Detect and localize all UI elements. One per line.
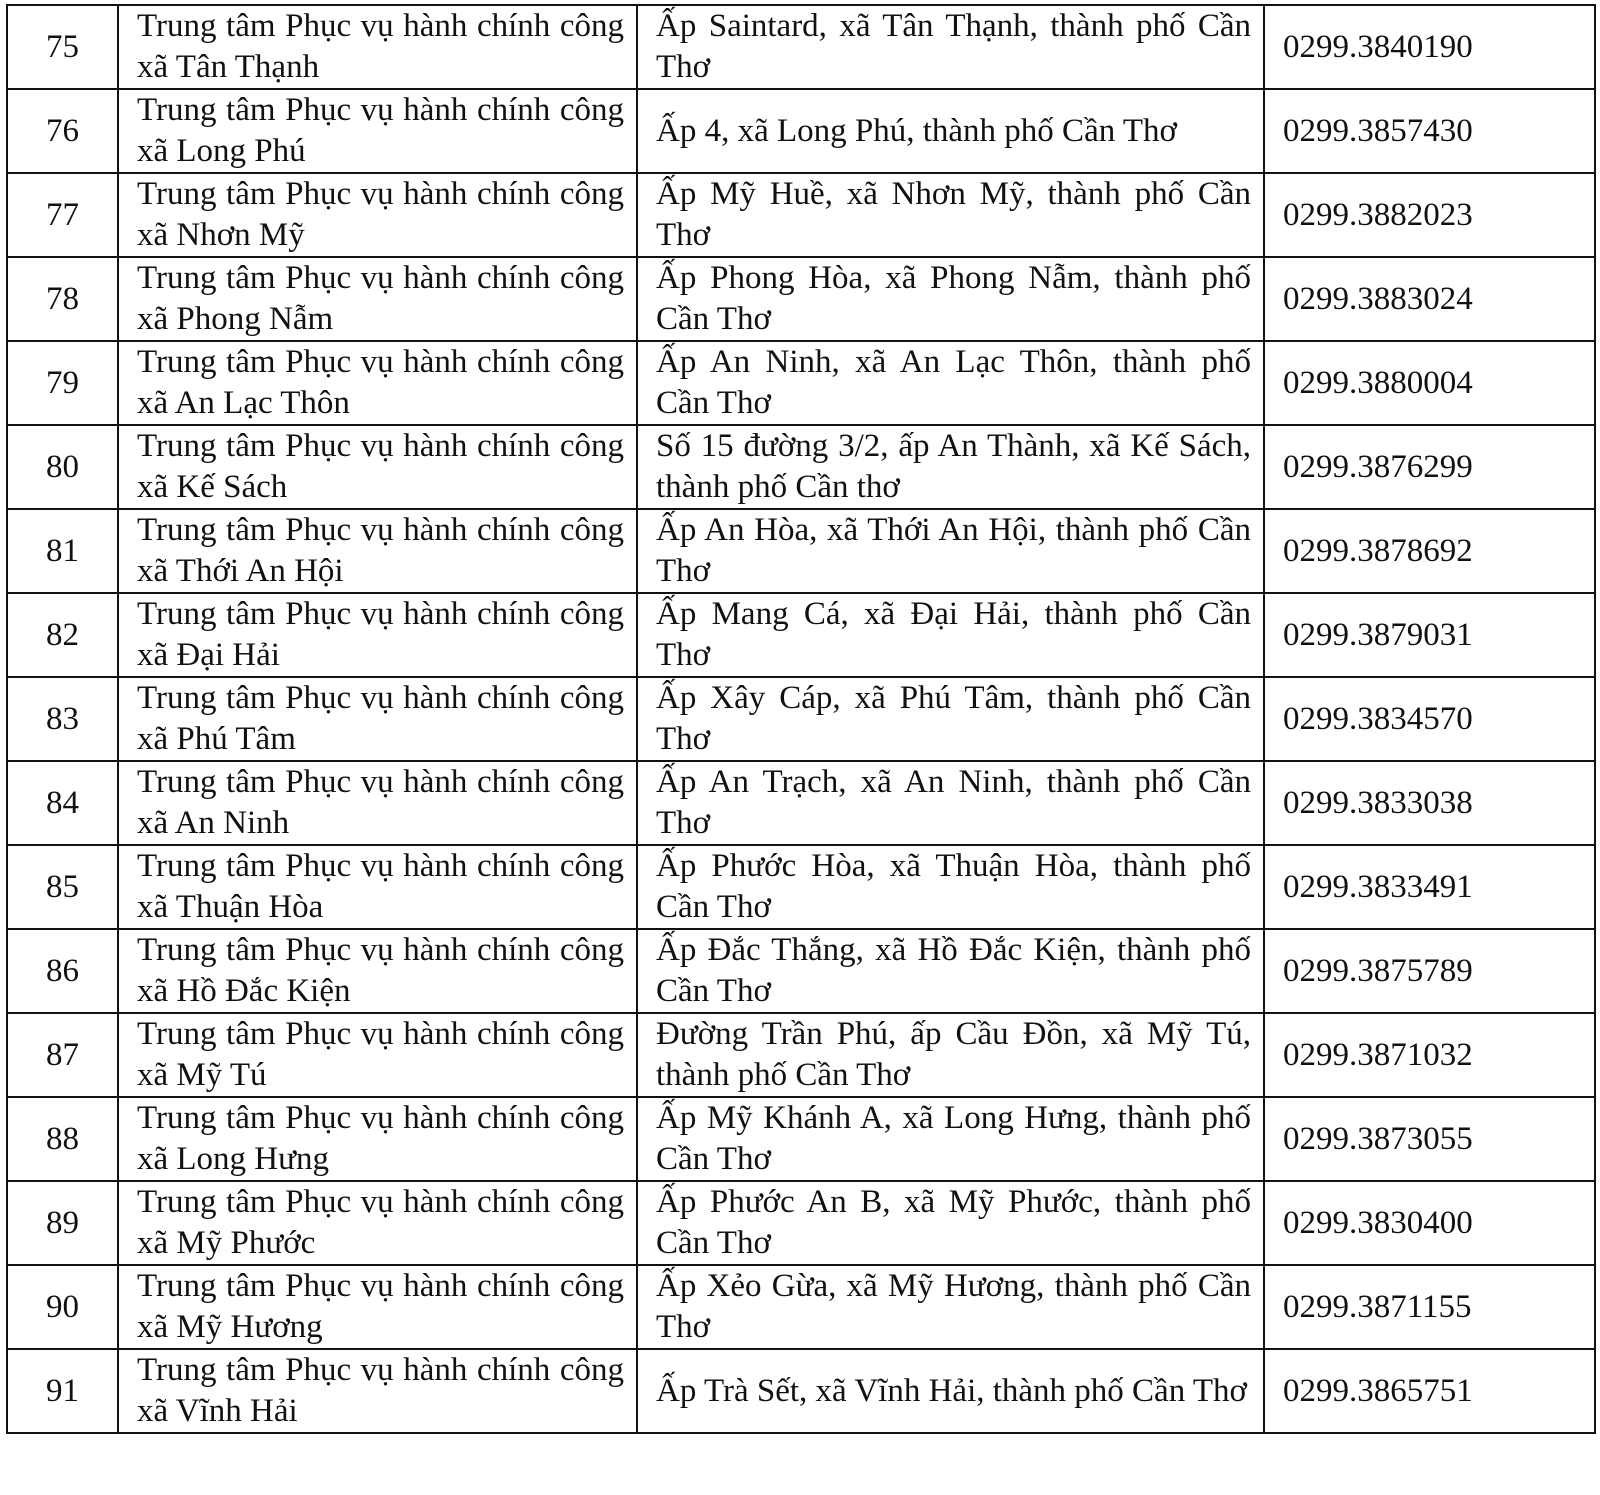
center-name: Trung tâm Phục vụ hành chính công xã Phong Nẫm	[118, 257, 637, 341]
center-phone: 0299.3883024	[1264, 257, 1595, 341]
center-address: Ấp Phước An B, xã Mỹ Phước, thành phố Cần Thơ	[637, 1181, 1264, 1265]
row-number: 86	[7, 929, 118, 1013]
table-row	[7, 5, 1595, 89]
row-number: 87	[7, 1013, 118, 1097]
row-number: 76	[7, 89, 118, 173]
table-row	[7, 1013, 1595, 1097]
center-address: Ấp Mỹ Khánh A, xã Long Hưng, thành phố Cần Thơ	[637, 1097, 1264, 1181]
row-number: 85	[7, 845, 118, 929]
center-name: Trung tâm Phục vụ hành chính công xã An Lạc Thôn	[118, 341, 637, 425]
table-row	[7, 89, 1595, 173]
center-address: Ấp Đắc Thắng, xã Hồ Đắc Kiện, thành phố Cần Thơ	[637, 929, 1264, 1013]
row-number: 91	[7, 1349, 118, 1433]
center-name: Trung tâm Phục vụ hành chính công xã Tân Thạnh	[118, 5, 637, 89]
center-name: Trung tâm Phục vụ hành chính công xã Long Phú	[118, 89, 637, 173]
center-phone: 0299.3873055	[1264, 1097, 1595, 1181]
center-address: Ấp Saintard, xã Tân Thạnh, thành phố Cần Thơ	[637, 5, 1264, 89]
center-phone: 0299.3880004	[1264, 341, 1595, 425]
table-row	[7, 425, 1595, 509]
center-address: Ấp Mỹ Huề, xã Nhơn Mỹ, thành phố Cần Thơ	[637, 173, 1264, 257]
center-phone: 0299.3882023	[1264, 173, 1595, 257]
table-row	[7, 257, 1595, 341]
row-number: 81	[7, 509, 118, 593]
center-name: Trung tâm Phục vụ hành chính công xã An Ninh	[118, 761, 637, 845]
center-name: Trung tâm Phục vụ hành chính công xã Đại Hải	[118, 593, 637, 677]
center-phone: 0299.3834570	[1264, 677, 1595, 761]
row-number: 88	[7, 1097, 118, 1181]
table-row	[7, 929, 1595, 1013]
center-name: Trung tâm Phục vụ hành chính công xã Thuận Hòa	[118, 845, 637, 929]
table-row	[7, 341, 1595, 425]
center-address: Ấp Xẻo Gừa, xã Mỹ Hương, thành phố Cần Thơ	[637, 1265, 1264, 1349]
center-address: Ấp 4, xã Long Phú, thành phố Cần Thơ	[637, 89, 1264, 173]
table-row	[7, 1097, 1595, 1181]
center-name: Trung tâm Phục vụ hành chính công xã Nhơn Mỹ	[118, 173, 637, 257]
service-centers-table	[6, 4, 1596, 1434]
center-name: Trung tâm Phục vụ hành chính công xã Mỹ Hương	[118, 1265, 637, 1349]
center-phone: 0299.3840190	[1264, 5, 1595, 89]
center-phone: 0299.3876299	[1264, 425, 1595, 509]
center-phone: 0299.3865751	[1264, 1349, 1595, 1433]
center-name: Trung tâm Phục vụ hành chính công xã Mỹ Tú	[118, 1013, 637, 1097]
table-row	[7, 509, 1595, 593]
row-number: 84	[7, 761, 118, 845]
center-phone: 0299.3875789	[1264, 929, 1595, 1013]
center-name: Trung tâm Phục vụ hành chính công xã Phú Tâm	[118, 677, 637, 761]
row-number: 80	[7, 425, 118, 509]
center-address: Ấp An Ninh, xã An Lạc Thôn, thành phố Cần Thơ	[637, 341, 1264, 425]
center-address: Số 15 đường 3/2, ấp An Thành, xã Kế Sách, thành phố Cần thơ	[637, 425, 1264, 509]
center-address: Ấp An Hòa, xã Thới An Hội, thành phố Cần Thơ	[637, 509, 1264, 593]
center-address: Ấp Phước Hòa, xã Thuận Hòa, thành phố Cần Thơ	[637, 845, 1264, 929]
center-phone: 0299.3879031	[1264, 593, 1595, 677]
document-table-container	[6, 4, 1594, 1434]
center-address: Đường Trần Phú, ấp Cầu Đồn, xã Mỹ Tú, thành phố Cần Thơ	[637, 1013, 1264, 1097]
table-body	[7, 5, 1595, 1433]
center-phone: 0299.3871032	[1264, 1013, 1595, 1097]
table-row	[7, 1181, 1595, 1265]
center-name: Trung tâm Phục vụ hành chính công xã Vĩnh Hải	[118, 1349, 637, 1433]
row-number: 78	[7, 257, 118, 341]
row-number: 83	[7, 677, 118, 761]
table-row	[7, 593, 1595, 677]
center-address: Ấp Phong Hòa, xã Phong Nẫm, thành phố Cần Thơ	[637, 257, 1264, 341]
table-row	[7, 677, 1595, 761]
table-row	[7, 1349, 1595, 1433]
row-number: 79	[7, 341, 118, 425]
center-address: Ấp Trà Sết, xã Vĩnh Hải, thành phố Cần Thơ	[637, 1349, 1264, 1433]
table-row	[7, 761, 1595, 845]
center-phone: 0299.3833491	[1264, 845, 1595, 929]
row-number: 77	[7, 173, 118, 257]
center-name: Trung tâm Phục vụ hành chính công xã Mỹ Phước	[118, 1181, 637, 1265]
center-name: Trung tâm Phục vụ hành chính công xã Kế Sách	[118, 425, 637, 509]
center-address: Ấp Xây Cáp, xã Phú Tâm, thành phố Cần Thơ	[637, 677, 1264, 761]
center-name: Trung tâm Phục vụ hành chính công xã Hồ Đắc Kiện	[118, 929, 637, 1013]
center-address: Ấp Mang Cá, xã Đại Hải, thành phố Cần Thơ	[637, 593, 1264, 677]
center-phone: 0299.3878692	[1264, 509, 1595, 593]
center-phone: 0299.3833038	[1264, 761, 1595, 845]
table-row	[7, 845, 1595, 929]
center-phone: 0299.3830400	[1264, 1181, 1595, 1265]
row-number: 90	[7, 1265, 118, 1349]
row-number: 75	[7, 5, 118, 89]
row-number: 82	[7, 593, 118, 677]
table-row	[7, 173, 1595, 257]
row-number: 89	[7, 1181, 118, 1265]
center-phone: 0299.3871155	[1264, 1265, 1595, 1349]
center-phone: 0299.3857430	[1264, 89, 1595, 173]
center-name: Trung tâm Phục vụ hành chính công xã Long Hưng	[118, 1097, 637, 1181]
center-name: Trung tâm Phục vụ hành chính công xã Thới An Hội	[118, 509, 637, 593]
table-row	[7, 1265, 1595, 1349]
center-address: Ấp An Trạch, xã An Ninh, thành phố Cần Thơ	[637, 761, 1264, 845]
